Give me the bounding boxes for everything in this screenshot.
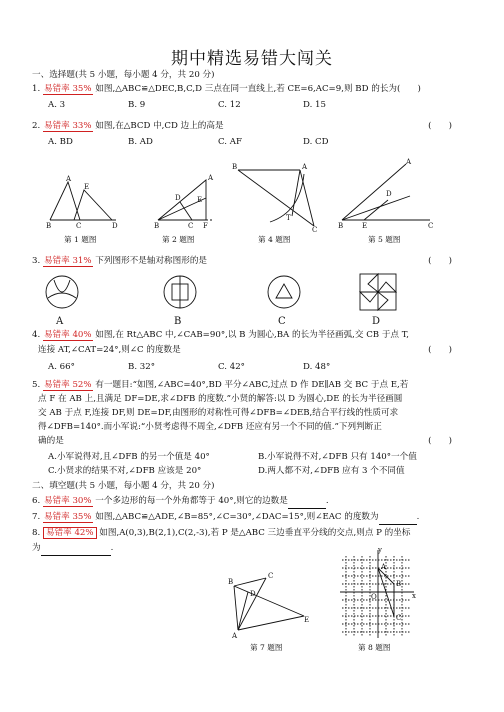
figure-q1: [44, 172, 124, 232]
shape-c-circle-triangle: [268, 276, 300, 308]
question-5-line2: 点 F 在 AB 上,且满足 DF=DE,求∠DFB 的度数.”小贤的解答:以 D 为圆心,DE 的长为半径画圆: [38, 394, 403, 404]
question-2: [32, 119, 484, 133]
error-rate-tag: 易错率 35%: [43, 84, 92, 94]
label-f: F: [203, 222, 208, 230]
question-3: [32, 254, 484, 268]
label-a: A: [232, 632, 238, 640]
option-a[interactable]: A.小军说得对,且∠DFB 的另一个值是 40°: [48, 452, 210, 462]
figure-q2: [152, 172, 214, 232]
question-text: 如图,△ABC≌△DEC,B,C,D 三点在同一直线上,若 CE=6,AC=9,则 BD 的长为( ): [92, 84, 421, 94]
question-number: 8.: [32, 528, 41, 538]
question-5-line5: 确的是: [38, 436, 64, 446]
option-c[interactable]: C. 42°: [218, 362, 245, 372]
label-c: C: [268, 572, 274, 580]
question-number: 5.: [32, 380, 41, 390]
question-text: 如图,在△BCD 中,CD 边上的高是: [92, 121, 224, 131]
option-b[interactable]: B. AD: [128, 137, 153, 147]
question-4-cont: 连接 AT,∠CAT=24°,则∠C 的度数是: [38, 345, 181, 355]
label-d: D: [175, 194, 181, 202]
question-number: 7.: [32, 512, 41, 522]
axis-y-label: y: [378, 546, 382, 554]
question-number: 4.: [32, 330, 41, 340]
option-b[interactable]: B. 9: [128, 100, 146, 110]
shape-b-circle-square: [164, 276, 196, 308]
question-6: 6. 易错率 30% 一个多边形的每一个外角都等于 40°,则它的边数是 .: [32, 494, 484, 509]
option-b[interactable]: B. 32°: [128, 362, 156, 372]
option-d[interactable]: D. 48°: [303, 362, 331, 372]
question-5-line4: 得∠DFB=140°.而小军说:“小贤考虑得不周全,∠DFB 还应有另一个不同的值.”下列判断正: [38, 422, 382, 432]
label-b: B: [228, 578, 234, 586]
figure-q7: [214, 574, 314, 638]
question-number: 2.: [32, 121, 41, 131]
question-text: 一个多边形的每一个外角都等于 40°,则它的边数是: [92, 496, 288, 506]
question-5: [32, 378, 484, 392]
label-c: C: [396, 614, 402, 622]
shape-d-pinwheel: [360, 274, 396, 310]
error-rate-tag: 易错率 31%: [43, 256, 92, 266]
answer-paren: ( ): [428, 345, 452, 355]
question-text: 如图,在 Rt△ABC 中,∠CAB=90°,以 B 为圆心,BA 的长为半径画弧,交 CB 于点 T,: [92, 330, 409, 340]
option-a[interactable]: A. BD: [48, 137, 73, 147]
caption-fig5: 第 5 题图: [368, 235, 401, 244]
answer-blank[interactable]: [379, 510, 417, 525]
axis-x-label: x: [412, 592, 416, 600]
label-b: B: [396, 580, 402, 588]
label-b: B: [46, 222, 52, 230]
section-heading-choice: 一、选择题(共 5 小题，每小题 4 分，共 20 分): [32, 70, 215, 80]
label-c: C: [76, 222, 82, 230]
question-number: 1.: [32, 84, 41, 94]
figure-q5: [336, 160, 436, 232]
label-e: E: [84, 183, 90, 191]
option-c[interactable]: C. 12: [218, 100, 241, 110]
shape-label-b: B: [174, 316, 182, 327]
error-rate-tag: 易错率 30%: [43, 496, 92, 506]
label-e: E: [362, 222, 368, 230]
question-5-line3: 交 AB 于点 F,连接 DF,则 DE=DF,由图形的对称性可得∠DFB=∠DEB,结合平行线的性质可求: [38, 408, 399, 418]
option-d[interactable]: D. 15: [303, 100, 326, 110]
label-a: A: [66, 175, 72, 183]
shape-label-d: D: [372, 316, 381, 327]
option-a[interactable]: A. 3: [48, 100, 66, 110]
q4-options: [48, 362, 330, 372]
error-rate-tag: 易错率 33%: [43, 121, 92, 131]
label-d: D: [250, 590, 256, 598]
section-heading-fill: 二、填空题(共 5 小题，每小题 4 分，共 20 分): [32, 481, 215, 491]
q2-options: [48, 137, 329, 147]
question-text: 为: [32, 543, 41, 553]
error-rate-tag: 易错率 40%: [43, 330, 92, 340]
q1-options: [48, 100, 326, 110]
question-number: 6.: [32, 496, 41, 506]
label-b: B: [338, 222, 344, 230]
question-1: [32, 82, 484, 96]
label-c: C: [428, 222, 434, 230]
caption-fig4: 第 4 题图: [258, 235, 291, 244]
question-4: [32, 328, 484, 342]
caption-fig7: 第 7 题图: [250, 643, 283, 652]
label-t: T: [286, 214, 291, 222]
caption-fig1: 第 1 题图: [64, 235, 97, 244]
answer-paren: ( ): [428, 121, 452, 131]
origin-label: O: [371, 593, 377, 601]
figure-q8: [338, 548, 418, 640]
label-e: E: [197, 196, 203, 204]
page-title: 期中精选易错大闯关: [171, 49, 333, 69]
question-7: 7. 易错率 35% 如图,△ABC≌△ADE,∠B=85°,∠C=30°,∠DAC=15°,则∠EAC 的度数为 .: [32, 510, 484, 525]
label-a: A: [406, 158, 412, 166]
question-number: 3.: [32, 256, 41, 266]
figure-q4: [230, 160, 320, 232]
option-c[interactable]: C.小贤求的结果不对,∠DFB 应该是 20°: [48, 466, 202, 476]
error-rate-tag: 易错率 42%: [43, 527, 97, 539]
label-e: E: [304, 616, 310, 624]
q5-options-row2: [48, 464, 405, 476]
option-c[interactable]: C. AF: [218, 137, 242, 147]
label-a: A: [208, 174, 214, 182]
shape-label-c: C: [278, 316, 286, 327]
question-text: 如图,△ABC≌△ADE,∠B=85°,∠C=30°,∠DAC=15°,则∠EAC 的度数为: [92, 512, 379, 522]
option-b[interactable]: B.小军说得不对,∠DFB 只有 140°一个值: [258, 452, 417, 462]
q5-options-row1: [48, 450, 417, 462]
option-d[interactable]: D.两人都不对,∠DFB 应有 3 个不同值: [258, 466, 405, 476]
answer-blank[interactable]: [288, 494, 326, 509]
label-d: D: [112, 222, 118, 230]
answer-paren: ( ): [428, 256, 452, 266]
q3-shapes: [40, 270, 400, 326]
shape-a-trefoil: [46, 276, 78, 308]
question-8: [32, 526, 484, 540]
label-d: D: [386, 190, 392, 198]
label-c: C: [312, 226, 318, 234]
label-b: B: [154, 222, 160, 230]
option-d[interactable]: D. CD: [303, 137, 329, 147]
error-rate-tag: 易错率 52%: [43, 380, 92, 390]
label-c: C: [188, 222, 194, 230]
answer-blank[interactable]: [41, 541, 111, 556]
question-text: 如图,A(0,3),B(2,1),C(2,-3),若 P 是△ABC 三边垂直平分线的交点,则点 P 的坐标: [96, 528, 411, 538]
answer-paren: ( ): [428, 436, 452, 446]
question-text: 有一题目:“如图,∠ABC=40°,BD 平分∠ABC,过点 D 作 DE∥AB 交 BC 于点 E,若: [92, 380, 409, 390]
shape-label-a: A: [56, 316, 64, 327]
label-a: A: [381, 563, 387, 571]
label-a: A: [302, 163, 308, 171]
caption-fig2: 第 2 题图: [162, 235, 195, 244]
question-text: 下列图形不是轴对称图形的是: [92, 256, 208, 266]
error-rate-tag: 易错率 35%: [43, 512, 92, 522]
option-a[interactable]: A. 66°: [48, 362, 75, 372]
caption-fig8: 第 8 题图: [358, 643, 391, 652]
question-8-cont: 为 .: [32, 541, 484, 556]
label-b: B: [232, 163, 238, 171]
